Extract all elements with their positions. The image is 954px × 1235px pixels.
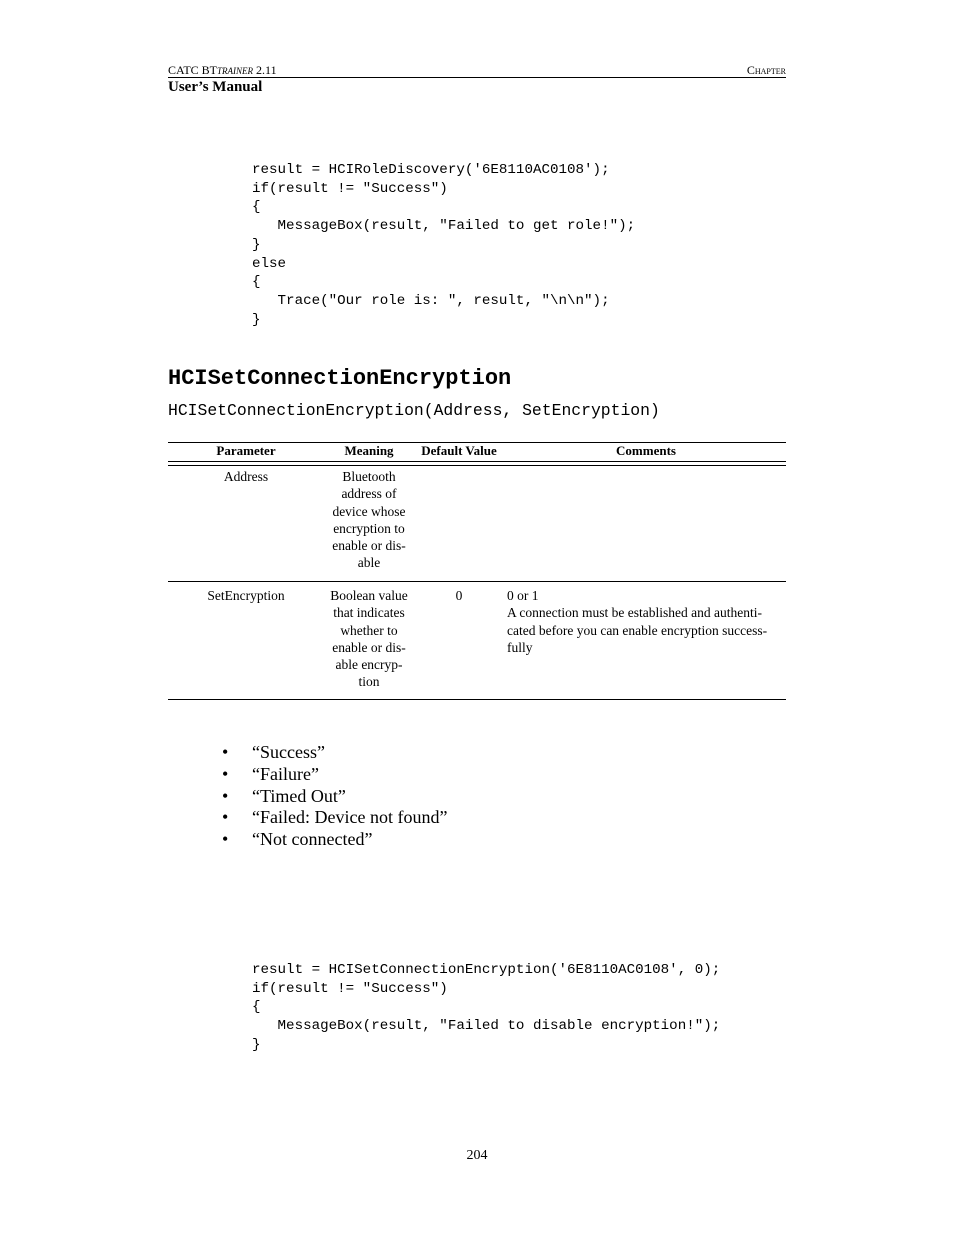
text-line: cated before you can enable encryption success- [507, 622, 768, 638]
text-line: A connection must be established and authenti- [507, 605, 762, 621]
list-item [222, 786, 447, 808]
col-header-comments: Comments [616, 443, 676, 458]
bullet-icon: • [222, 742, 229, 762]
text-line: 0 or 1 [507, 588, 539, 603]
section-title: HCISetConnectionEncryption [168, 366, 512, 391]
header-rule [168, 77, 786, 78]
code-line: Trace("Our role is: ", result, "\n\n"); [252, 292, 610, 309]
text-line: enable or dis- [332, 639, 406, 655]
code-example-set-encryption [252, 961, 720, 1055]
col-header-meaning: Meaning [344, 443, 394, 458]
header-rule-2 [168, 465, 786, 466]
list-item-text: “Success” [252, 742, 325, 762]
parameter-table [168, 442, 786, 702]
cell-meaning [325, 587, 413, 691]
cell-default-value: 0 [455, 588, 463, 603]
bullet-icon: • [222, 829, 229, 850]
code-line: } [252, 1036, 261, 1053]
text-line: device whose [332, 503, 406, 519]
list-item-text: “Failure” [252, 763, 319, 784]
code-example-role-discovery [252, 161, 635, 329]
text-line: encryption to [333, 520, 405, 536]
text-line: able [357, 555, 381, 571]
text-line: Bluetooth [342, 469, 396, 484]
code-line: result = HCIRoleDiscovery('6E8110AC0108'); [252, 162, 610, 178]
running-header-chapter: Chapter [746, 63, 786, 77]
text-line: enable or dis- [332, 538, 406, 554]
product-trainer: TRAINER [217, 66, 254, 76]
product-prefix: CATC BT [168, 63, 218, 77]
function-signature: HCISetConnectionEncryption(Address, SetEncryption) [168, 401, 660, 420]
code-line: } [252, 311, 261, 328]
cell-comments [507, 587, 786, 656]
table-bottom-rule [168, 699, 786, 700]
running-header-product [168, 63, 277, 78]
text-line: able encryp- [335, 657, 403, 673]
text-line: tion [358, 674, 380, 690]
code-line: { [252, 274, 261, 291]
text-line: that indicates [333, 605, 405, 621]
cell-meaning [325, 468, 413, 572]
list-item-text: “Timed Out” [252, 785, 346, 806]
list-item [222, 807, 447, 829]
code-line: if(result != "Success") [252, 180, 448, 197]
code-line: } [252, 236, 261, 253]
col-header-parameter: Parameter [216, 443, 276, 458]
bullet-icon: • [222, 807, 229, 828]
code-line: MessageBox(result, "Failed to get role!"); [252, 218, 636, 235]
list-item-text: “Failed: Device not found” [252, 807, 448, 828]
list-item [222, 829, 447, 851]
text-line: address of [341, 486, 397, 502]
running-header-subtitle: User’s Manual [168, 79, 263, 95]
header-rule-1 [168, 461, 786, 462]
product-version: 2.11 [256, 63, 277, 77]
list-item-text: “Not connected” [252, 829, 373, 850]
col-header-default: Default Value [421, 443, 497, 458]
bullet-icon: • [222, 763, 229, 784]
return-values-list [222, 742, 447, 851]
code-line: else [252, 255, 287, 272]
bullet-icon: • [222, 785, 229, 806]
row-rule [168, 581, 786, 582]
text-line: whether to [340, 622, 398, 638]
page-number: 204 [466, 1148, 488, 1163]
list-item [222, 764, 447, 786]
code-line: MessageBox(result, "Failed to disable encryption!"); [252, 1018, 721, 1035]
text-line: fully [507, 639, 533, 655]
code-line: if(result != "Success") [252, 980, 448, 997]
list-item [222, 742, 447, 764]
cell-parameter: Address [223, 469, 269, 484]
code-line: { [252, 999, 261, 1016]
code-line: { [252, 199, 261, 216]
text-line: Boolean value [330, 588, 408, 603]
code-line: result = HCISetConnectionEncryption('6E8110AC0108', 0); [252, 962, 721, 978]
cell-parameter: SetEncryption [207, 588, 285, 603]
